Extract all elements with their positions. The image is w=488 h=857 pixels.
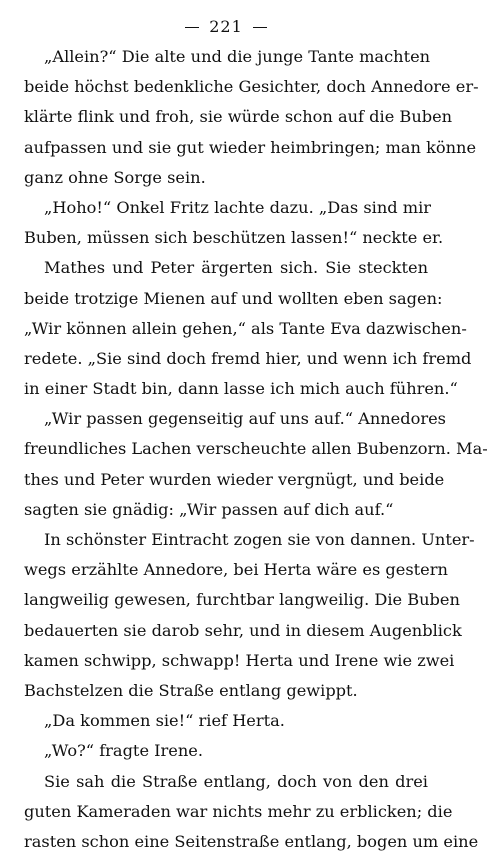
text-line: „Hoho!“ Onkel Fritz lachte dazu. „Das sind mir (44, 197, 432, 217)
header-dash-right (253, 27, 267, 28)
text-line: redete. „Sie sind doch fremd hier, und wenn ich fremd (24, 348, 472, 368)
text-line: freundliches Lachen verscheuchte allen Bubenzorn. Ma- (24, 439, 488, 459)
text-line: klärte flink und froh, sie würde schon auf die Buben (24, 107, 453, 127)
text-line: Buben, müssen sich beschützen lassen!“ neckte er. (24, 228, 444, 248)
page-number: 221 (209, 17, 243, 36)
text-line: „Wir können allein gehen,“ als Tante Eva dazwischen- (24, 318, 467, 338)
header-dash-left (185, 27, 199, 28)
text-line: beide trotzige Mienen auf und wollten eben sagen: (24, 288, 443, 308)
text-line: in einer Stadt bin, dann lasse ich mich auch führen.“ (24, 379, 458, 399)
text-line: aufpassen und sie gut wieder heimbringen; man könne (24, 137, 477, 157)
text-line: „Da kommen sie!“ rief Herta. (44, 711, 285, 731)
text-line: guten Kameraden war nichts mehr zu erblicken; die (24, 801, 453, 821)
page-header (24, 14, 428, 40)
text-line: rasten schon eine Seitenstraße entlang, bogen um eine (24, 831, 479, 851)
body-text (24, 42, 488, 857)
text-line: Bachstelzen die Straße entlang gewippt. (24, 680, 358, 700)
text-line: kamen schwipp, schwapp! Herta und Irene wie zwei (24, 650, 455, 670)
text-line: beide höchst bedenkliche Gesichter, doch Annedore er- (24, 77, 479, 97)
text-line: thes und Peter wurden wieder vergnügt, und beide (24, 469, 445, 489)
text-line: „Allein?“ Die alte und die junge Tante machten (44, 47, 431, 66)
text-line: bedauerten sie darob sehr, und in diesem Augenblick (24, 620, 462, 640)
text-line: In schönster Eintracht zogen sie von dannen. Unter- (44, 530, 475, 549)
text-line: wegs erzählte Annedore, bei Herta wäre es gestern (24, 560, 448, 580)
text-line: „Wo?“ fragte Irene. (44, 741, 204, 761)
text-line: ganz ohne Sorge sein. (24, 167, 206, 187)
text-line: sagten sie gnädig: „Wir passen auf dich auf.“ (24, 499, 394, 519)
text-line: Mathes und Peter ärgerten sich. Sie steckten (44, 258, 428, 278)
text-line: langweilig gewesen, furchtbar langweilig. Die Buben (24, 590, 460, 610)
text-line: „Wir passen gegenseitig auf uns auf.“ Annedores (44, 409, 446, 429)
text-line: Sie sah die Straße entlang, doch von den drei (44, 771, 428, 791)
